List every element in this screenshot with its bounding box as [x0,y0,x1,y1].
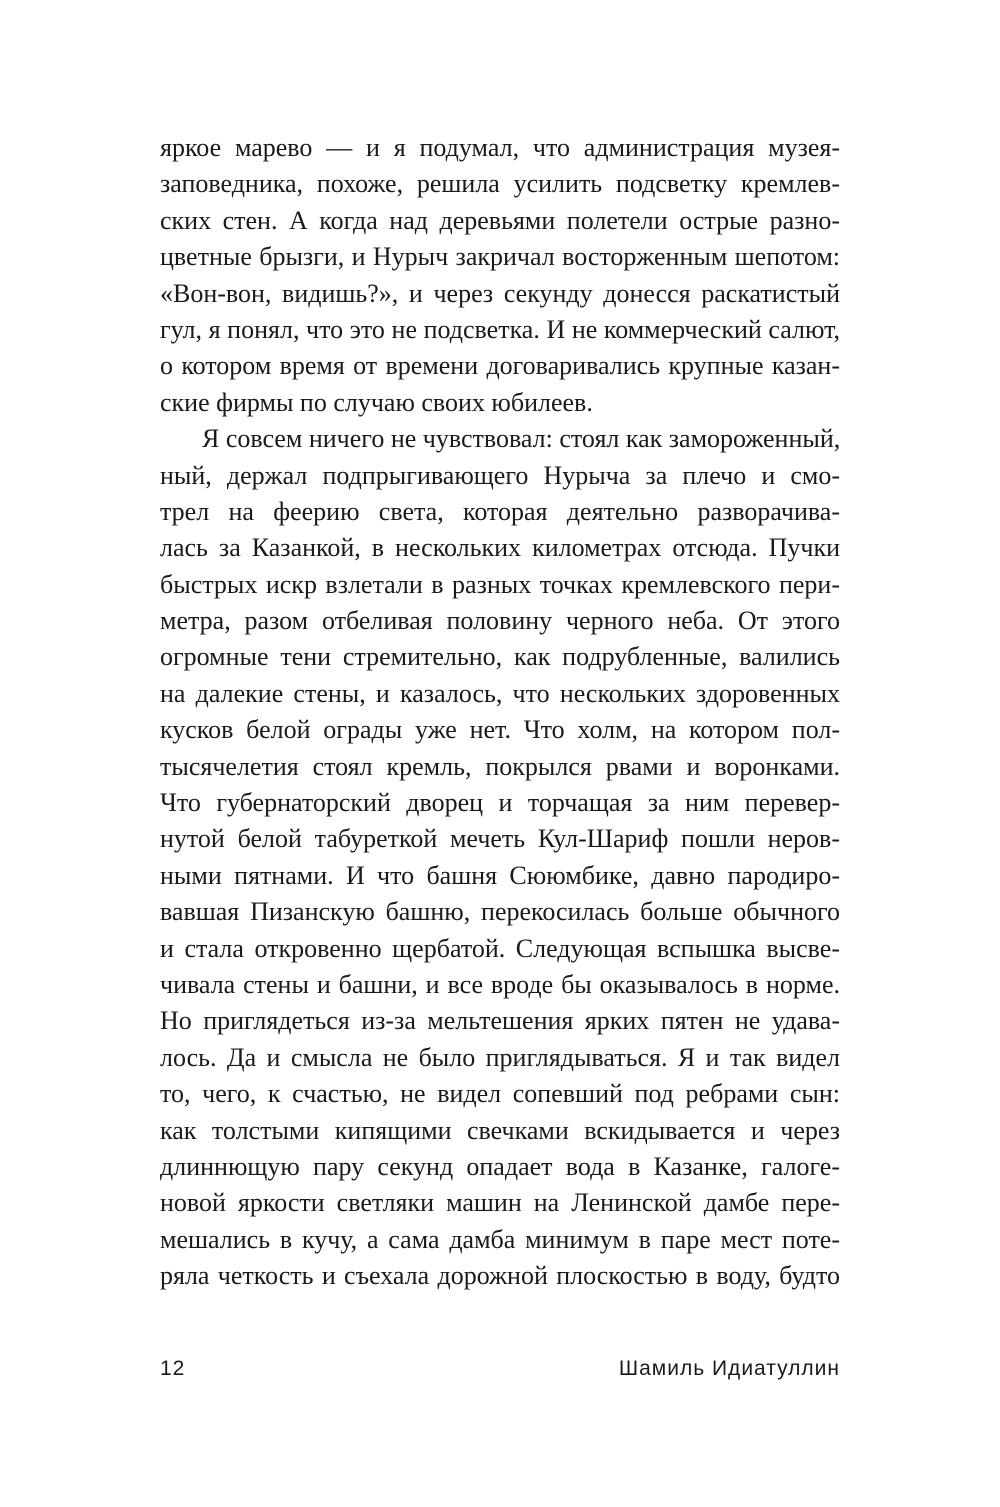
text-line: Но приглядеться из-за мельтешения ярких пятен не удава- [160,1006,840,1036]
text-line: заповедника, похоже, решила усилить подсветку кремлев- [160,169,840,199]
text-line: кусков белой ограды уже нет. Что холм, на котором пол- [160,715,840,745]
text-line: трел на феерию света, которая деятельно разворачива- [160,496,840,526]
text-line: длиннющую пару секунд опадает вода в Казанке, галоге- [160,1151,840,1181]
text-line: быстрых искр взлетали в разных точках кремлевского пери- [160,569,840,599]
text-line: метра, разом отбеливая половину черного неба. От этого [160,606,840,636]
text-line: огромные тени стремительно, как подрубленные, валились [160,642,840,672]
text-line: лась за Казанкой, в нескольких километрах отсюда. Пучки [160,533,840,563]
text-line: ские фирмы по случаю своих юбилеев. [160,387,593,417]
running-head-author: Шамиль Идиатуллин [618,1357,840,1380]
text-line: новой яркости светляки машин на Ленинской дамбе пере- [160,1188,840,1218]
text-line: ряла четкость и съехала дорожной плоскостью в воду, будто [160,1261,840,1291]
text-line: Что губернаторский дворец и торчащая за ним перевер- [160,788,840,818]
text-line: как толстыми кипящими свечками вскидывается и через [160,1115,840,1145]
text-line: мешались в кучу, а сама дамба минимум в паре мест поте- [160,1224,840,1254]
text-line: на далекие стены, и казалось, что нескольких здоровенных [160,678,840,708]
text-line: ными пятнами. И что башня Сююмбике, давно пародиро- [160,860,840,890]
text-line: яркое марево — и я подумал, что администрация музея- [160,133,840,162]
text-line: и стала откровенно щербатой. Следующая вспышка высве- [160,933,840,963]
text-line: о котором время от времени договаривались крупные казан- [160,351,840,381]
text-line: гул, я понял, что это не подсветка. И не коммерческий салют, [160,314,840,344]
text-line: тысячелетия стоял кремль, покрылся рвами и воронками. [160,751,840,781]
text-line: Я совсем ничего не чувствовал: стоял как замороженный, [202,424,840,454]
text-line: то, чего, к счастью, не видел сопевший под ребрами сын: [160,1079,840,1109]
text-line: лось. Да и смысла не было приглядываться. Я и так видел [160,1042,840,1072]
text-line: нутой белой табуреткой мечеть Кул-Шариф пошли неров- [160,824,840,854]
text-line: «Вон-вон, видишь?», и через секунду донесся раскатистый [160,278,840,308]
text-line: вавшая Пизанскую башню, перекосилась больше обычного [160,897,840,927]
page-body-text [160,130,840,1295]
page-footer [160,1357,840,1387]
page-number: 12 [160,1357,186,1380]
text-line: чивала стены и башни, и все вроде бы оказывалось в норме. [160,969,840,999]
text-line: цветные брызги, и Нурыч закричал восторженным шепотом: [160,242,840,272]
text-line: ских стен. А когда над деревьями полетели острые разно- [160,205,840,235]
text-line: ный, держал подпрыгивающего Нурыча за плечо и смо- [160,460,840,490]
